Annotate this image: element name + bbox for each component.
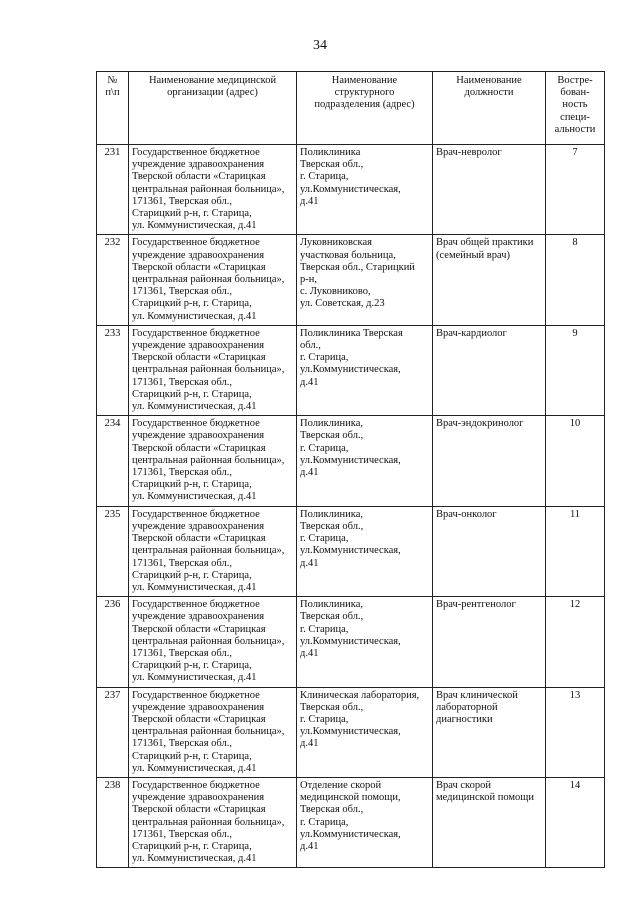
table-header-row bbox=[97, 72, 605, 145]
subdivision-cell: Отделение скорой медицинской помощи, Тверская обл., г. Старица, ул.Коммунистическая, д.41 bbox=[297, 777, 433, 867]
header-organization: Наименование медицинской организации (адрес) bbox=[129, 72, 297, 145]
organization-cell: Государственное бюджетное учреждение здравоохранения Тверской области «Старицкая центральная районная больница», 171361, Тверская обл., Старицкий р-н, г. Старица, ул. Коммунистическая, д.41 bbox=[129, 597, 297, 687]
table-row bbox=[97, 597, 605, 687]
organization-cell: Государственное бюджетное учреждение здравоохранения Тверской области «Старицкая центральная районная больница», 171361, Тверская обл., Старицкий р-н, г. Старица, ул. Коммунистическая, д.41 bbox=[129, 416, 297, 506]
demand-cell: 10 bbox=[546, 416, 605, 506]
row-number: 232 bbox=[97, 235, 129, 325]
organization-cell: Государственное бюджетное учреждение здравоохранения Тверской области «Старицкая центральная районная больница», 171361, Тверская обл., Старицкий р-н, г. Старица, ул. Коммунистическая, д.41 bbox=[129, 325, 297, 415]
position-cell: Врач-онколог bbox=[433, 506, 546, 596]
row-number: 238 bbox=[97, 777, 129, 867]
row-number: 234 bbox=[97, 416, 129, 506]
organization-cell: Государственное бюджетное учреждение здравоохранения Тверской области «Старицкая центральная районная больница», 171361, Тверская обл., Старицкий р-н, г. Старица, ул. Коммунистическая, д.41 bbox=[129, 687, 297, 777]
demand-cell: 8 bbox=[546, 235, 605, 325]
row-number: 233 bbox=[97, 325, 129, 415]
demand-cell: 13 bbox=[546, 687, 605, 777]
page-number: 34 bbox=[313, 38, 327, 53]
demand-cell: 7 bbox=[546, 145, 605, 235]
position-cell: Врач общей практики (семейный врач) bbox=[433, 235, 546, 325]
vacancy-table bbox=[96, 71, 605, 868]
demand-cell: 12 bbox=[546, 597, 605, 687]
demand-cell: 9 bbox=[546, 325, 605, 415]
demand-cell: 11 bbox=[546, 506, 605, 596]
organization-cell: Государственное бюджетное учреждение здравоохранения Тверской области «Старицкая центральная районная больница», 171361, Тверская обл., Старицкий р-н, г. Старица, ул. Коммунистическая, д.41 bbox=[129, 506, 297, 596]
header-subdivision: Наименование структурного подразделения (адрес) bbox=[297, 72, 433, 145]
position-cell: Врач-эндокринолог bbox=[433, 416, 546, 506]
table-row bbox=[97, 325, 605, 415]
position-cell: Врач-рентгенолог bbox=[433, 597, 546, 687]
row-number: 237 bbox=[97, 687, 129, 777]
table-row bbox=[97, 687, 605, 777]
organization-cell: Государственное бюджетное учреждение здравоохранения Тверской области «Старицкая центральная районная больница», 171361, Тверская обл., Старицкий р-н, г. Старица, ул. Коммунистическая, д.41 bbox=[129, 145, 297, 235]
organization-cell: Государственное бюджетное учреждение здравоохранения Тверской области «Старицкая центральная районная больница», 171361, Тверская обл., Старицкий р-н, г. Старица, ул. Коммунистическая, д.41 bbox=[129, 235, 297, 325]
position-cell: Врач-невролог bbox=[433, 145, 546, 235]
header-number: № п\п bbox=[97, 72, 129, 145]
subdivision-cell: Поликлиника, Тверская обл., г. Старица, ул.Коммунистическая, д.41 bbox=[297, 416, 433, 506]
row-number: 231 bbox=[97, 145, 129, 235]
table-row bbox=[97, 416, 605, 506]
demand-cell: 14 bbox=[546, 777, 605, 867]
table-row bbox=[97, 777, 605, 867]
header-demand: Востре- бован- ность специ- альности bbox=[546, 72, 605, 145]
subdivision-cell: Клиническая лаборатория, Тверская обл., г. Старица, ул.Коммунистическая, д.41 bbox=[297, 687, 433, 777]
position-cell: Врач клинической лабораторной диагностики bbox=[433, 687, 546, 777]
position-cell: Врач скорой медицинской помощи bbox=[433, 777, 546, 867]
organization-cell: Государственное бюджетное учреждение здравоохранения Тверской области «Старицкая центральная районная больница», 171361, Тверская обл., Старицкий р-н, г. Старица, ул. Коммунистическая, д.41 bbox=[129, 777, 297, 867]
row-number: 235 bbox=[97, 506, 129, 596]
table-row bbox=[97, 145, 605, 235]
subdivision-cell: Луковниковская участковая больница, Тверская обл., Старицкий р-н, с. Луковниково, ул. Советская, д.23 bbox=[297, 235, 433, 325]
subdivision-cell: Поликлиника Тверская обл., г. Старица, ул.Коммунистическая, д.41 bbox=[297, 145, 433, 235]
subdivision-cell: Поликлиника, Тверская обл., г. Старица, ул.Коммунистическая, д.41 bbox=[297, 506, 433, 596]
position-cell: Врач-кардиолог bbox=[433, 325, 546, 415]
header-position: Наименование должности bbox=[433, 72, 546, 145]
table-row bbox=[97, 506, 605, 596]
table-row bbox=[97, 235, 605, 325]
row-number: 236 bbox=[97, 597, 129, 687]
subdivision-cell: Поликлиника, Тверская обл., г. Старица, ул.Коммунистическая, д.41 bbox=[297, 597, 433, 687]
subdivision-cell: Поликлиника Тверская обл., г. Старица, ул.Коммунистическая, д.41 bbox=[297, 325, 433, 415]
